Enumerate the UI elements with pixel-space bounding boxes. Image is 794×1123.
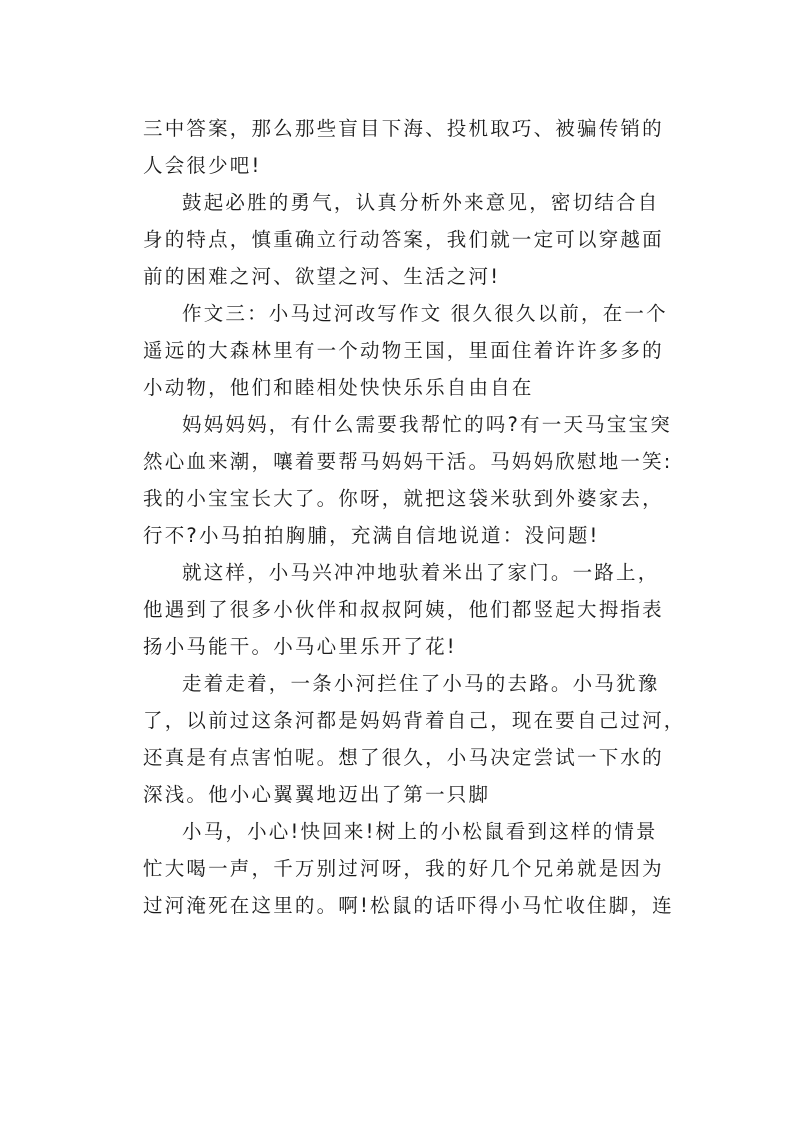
text-line: 人会很少吧! — [143, 154, 262, 177]
paragraph-start-line: 妈妈妈妈，有什么需要我帮忙的吗?有一天马宝宝突 — [182, 413, 672, 436]
text-line: 然心血来潮，嚷着要帮马妈妈干活。马妈妈欣慰地一笑: — [143, 450, 673, 473]
paragraph-start-line: 鼓起必胜的勇气，认真分析外来意见，密切结合自 — [182, 191, 660, 214]
paragraph-start-line: 小马，小心!快回来!树上的小松鼠看到这样的情景 — [182, 820, 658, 843]
paragraph-start-line: 作文三：小马过河改写作文 很久很久以前，在一个 — [182, 302, 668, 325]
text-line: 三中答案，那么那些盲目下海、投机取巧、被骗传销的 — [143, 117, 664, 140]
text-line: 他遇到了很多小伙伴和叔叔阿姨，他们都竖起大拇指表 — [143, 598, 664, 621]
text-line: 过河淹死在这里的。啊!松鼠的话吓得小马忙收住脚，连 — [143, 894, 674, 917]
text-line: 还真是有点害怕呢。想了很久，小马决定尝试一下水的 — [143, 746, 664, 769]
text-line: 前的困难之河、欲望之河、生活之河! — [143, 265, 501, 288]
document-body — [143, 110, 686, 924]
text-line: 身的特点，慎重确立行动答案，我们就一定可以穿越面 — [143, 228, 664, 251]
text-line: 了，以前过这条河都是妈妈背着自己，现在要自己过河， — [143, 709, 686, 732]
text-line: 小动物，他们和睦相处快快乐乐自由自在 — [143, 376, 534, 399]
text-line: 遥远的大森林里有一个动物王国，里面住着许许多多的 — [143, 339, 664, 362]
text-line: 我的小宝宝长大了。你呀，就把这袋米驮到外婆家去， — [143, 487, 664, 510]
paragraph-start-line: 就这样，小马兴冲冲地驮着米出了家门。一路上， — [182, 561, 660, 584]
text-line: 忙大喝一声，千万别过河呀，我的好几个兄弟就是因为 — [143, 857, 664, 880]
paragraph-start-line: 走着走着，一条小河拦住了小马的去路。小马犹豫 — [182, 672, 660, 695]
text-line: 深浅。他小心翼翼地迈出了第一只脚 — [143, 783, 491, 806]
text-line: 扬小马能干。小马心里乐开了花! — [143, 635, 457, 658]
text-line: 行不?小马拍拍胸脯，充满自信地说道：没问题! — [143, 524, 600, 547]
